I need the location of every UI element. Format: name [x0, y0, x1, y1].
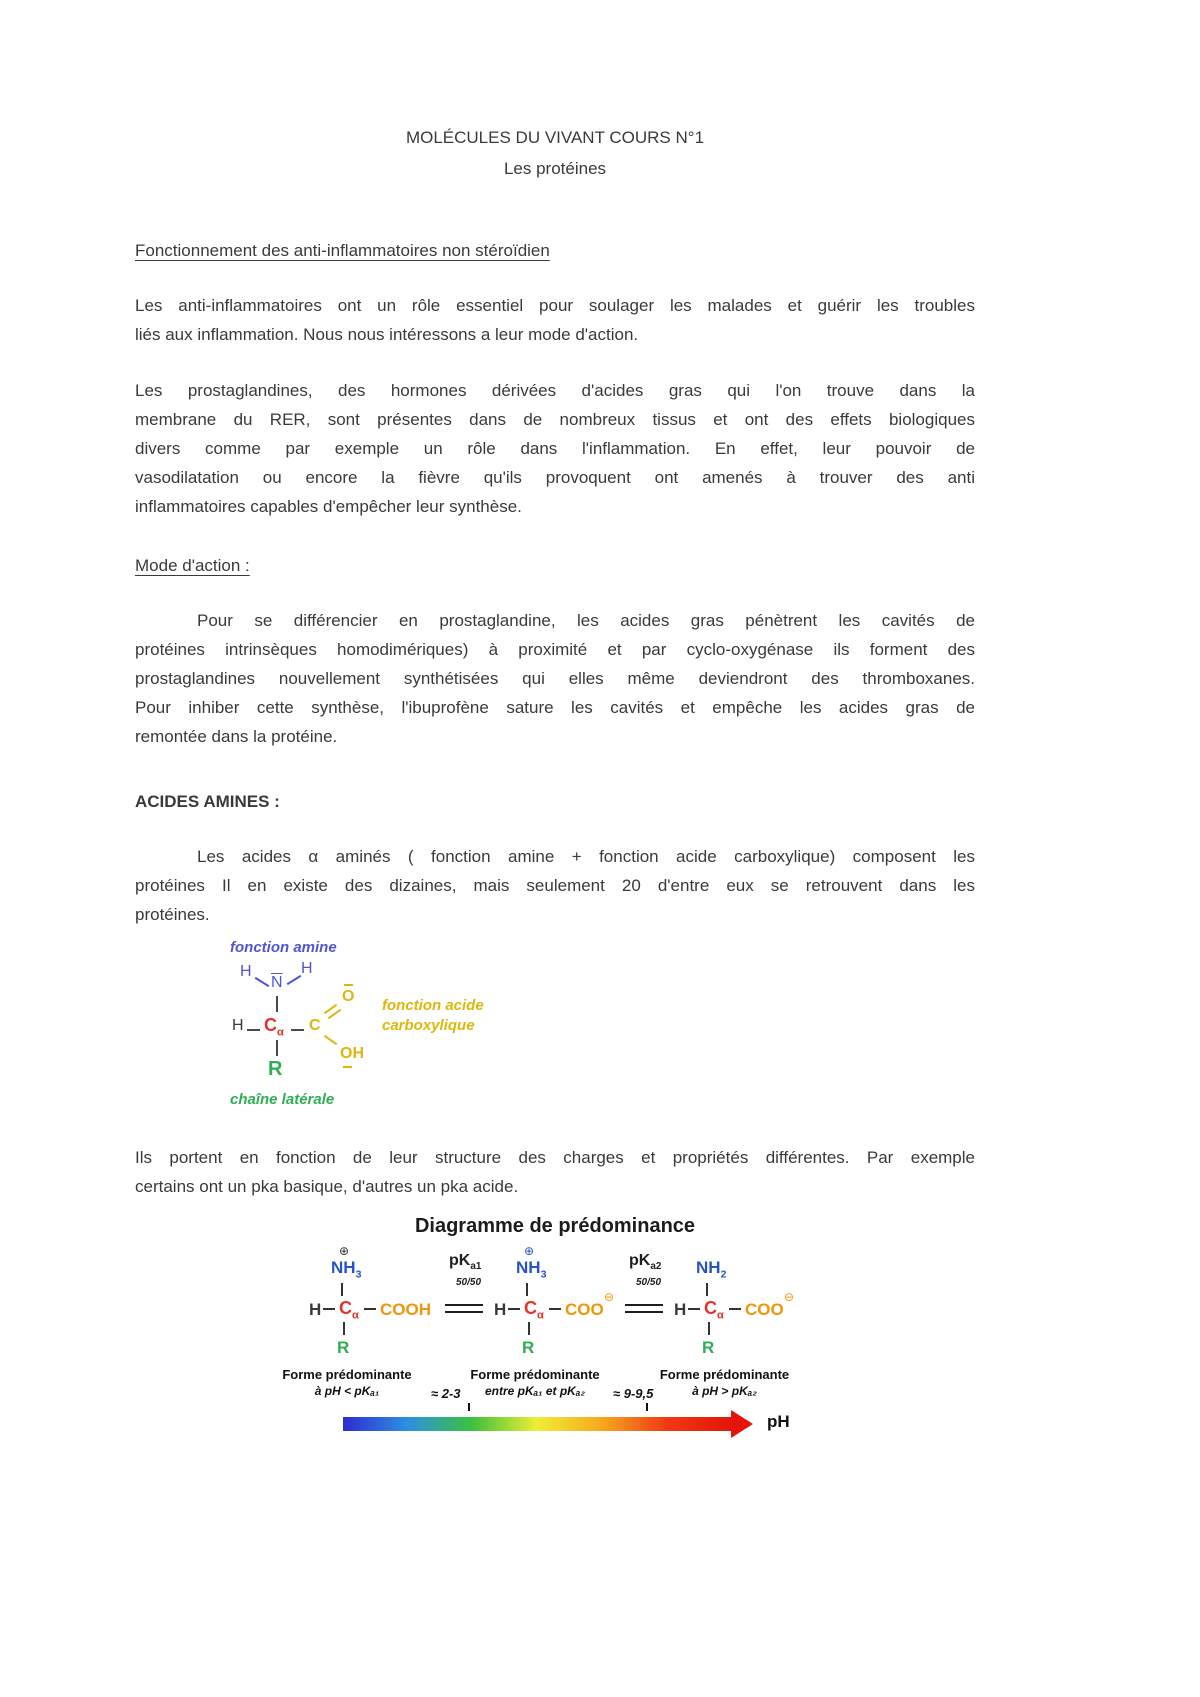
equilibrium-arrow [625, 1304, 663, 1306]
subscript-3: 3 [355, 1268, 362, 1281]
bond [708, 1322, 710, 1335]
bond [341, 1283, 343, 1296]
alpha-carbon-atom [264, 1016, 284, 1039]
carbon-symbol: C [704, 1298, 717, 1318]
ratio-50-50: 50/50 [636, 1277, 662, 1288]
caption-form-1 [263, 1367, 431, 1399]
bond [528, 1322, 530, 1335]
bond [688, 1308, 700, 1310]
paragraph-line: prostaglandines nouvellement synthétisées qui elles même deviendront des thromboxanes. [135, 669, 975, 688]
alpha-subscript: α [717, 1309, 724, 1322]
minus-charge-icon: ⊖ [784, 1290, 795, 1304]
caption-line: entre pKₐ₁ et pKₐ₂ [484, 1384, 586, 1398]
bond [343, 1322, 345, 1335]
paragraph-line: inflammatoires capables d'empêcher leur synthèse. [135, 497, 522, 516]
predominance-diagram [135, 1245, 975, 1445]
minus-charge-icon: ⊖ [604, 1290, 615, 1304]
hydrogen-atom: H [674, 1300, 687, 1319]
carbon-symbol: C [264, 1015, 277, 1035]
carbon-symbol: C [524, 1298, 537, 1318]
plus-charge-icon: ⊕ [524, 1244, 535, 1258]
hydrogen-atom: H [301, 960, 313, 977]
bond [508, 1308, 520, 1310]
bond [324, 1035, 337, 1045]
heading-acides-amines: ACIDES AMINES : [135, 792, 280, 811]
predominance-title: Diagramme de prédominance [414, 1215, 696, 1237]
caption-line: Forme prédominante [470, 1367, 600, 1382]
hydrogen-atom: H [232, 1017, 244, 1034]
bond [276, 996, 278, 1012]
pk-symbol: pK [449, 1252, 471, 1269]
ph-axis-label: pH [767, 1412, 790, 1431]
pk-symbol: pK [629, 1252, 651, 1269]
bond [287, 975, 302, 985]
fonction-amine-label: fonction amine [230, 939, 337, 956]
paragraph-line: Ils portent en fonction de leur structure des charges et propriétés différentes. Par exemple [135, 1148, 975, 1167]
title-line-1: MOLÉCULES DU VIVANT COURS N°1 [405, 128, 705, 147]
bond [526, 1283, 528, 1296]
caption-form-3 [637, 1367, 812, 1399]
bond [364, 1308, 376, 1310]
paragraph-line: Pour inhiber cette synthèse, l'ibuprofène sature les cavités et empêche les acides gras de [135, 698, 975, 717]
paragraph-mode-daction [135, 606, 975, 751]
coo-group: COO [745, 1300, 784, 1319]
paragraph-anti-intro [135, 291, 975, 349]
caption-form-2 [451, 1367, 619, 1399]
pka1-subscript: a1 [470, 1261, 482, 1273]
approx-ph-1: ≈ 2-3 [431, 1386, 461, 1401]
title-line-2: Les protéines [503, 159, 607, 178]
paragraph-line: vasodilatation ou encore la fièvre qu'ils provoquent ont amenés à trouver des anti [135, 468, 975, 487]
ph-axis-tick [646, 1403, 648, 1411]
bond [549, 1308, 561, 1310]
paragraph-line: divers comme par exemple un rôle dans l'inflammation. En effet, leur pouvoir de [135, 439, 975, 458]
ratio-50-50: 50/50 [456, 1277, 482, 1288]
nitrogen-atom: $\overline{N}$ [271, 974, 283, 991]
r-group: R [522, 1338, 535, 1357]
alpha-carbon-atom [704, 1299, 724, 1322]
oxygen-atom: O [342, 988, 355, 1005]
side-chain-r: R [268, 1058, 283, 1080]
bond [729, 1308, 741, 1310]
paragraph-acides-amines [135, 842, 975, 929]
ph-gradient-bar [343, 1417, 731, 1431]
paragraph-line: Les prostaglandines, des hormones dérivées d'acides gras qui l'on trouve dans la [135, 381, 975, 400]
subscript-2: 2 [720, 1268, 727, 1281]
nh3-group [331, 1259, 361, 1280]
bond [247, 1029, 260, 1031]
nh3-group [516, 1259, 546, 1280]
chaine-laterale-label: chaîne latérale [230, 1091, 335, 1108]
nh-symbol: NH [331, 1258, 356, 1277]
hydrogen-atom: H [240, 963, 252, 980]
bond [255, 977, 270, 987]
paragraph-line: Les acides α aminés ( fonction amine + fonction acide carboxylique) composent les [197, 847, 975, 866]
paragraph-line: Les anti-inflammatoires ont un rôle essentiel pour soulager les malades et guérir les troubles [135, 296, 975, 315]
paragraph-line: liés aux inflammation. Nous nous intéressons a leur mode d'action. [135, 325, 639, 344]
bond [291, 1029, 304, 1031]
nh2-group [696, 1259, 726, 1280]
equilibrium-arrow [625, 1311, 663, 1313]
lone-pair-mark [343, 1066, 352, 1068]
equilibrium-arrow [445, 1304, 483, 1306]
paragraph-proprietes [135, 1143, 975, 1201]
pka2-label [629, 1253, 661, 1272]
paragraph-line: protéines intrinsèques homodimériques) à proximité et par cyclo-oxygénase ils forment des [135, 640, 975, 659]
caption-line: Forme prédominante [282, 1367, 412, 1382]
caption-line: à pH > pKₐ₂ [692, 1384, 757, 1398]
caption-line: à pH < pKₐ₁ [314, 1384, 380, 1398]
fonction-acide-label-line1: fonction acide [382, 997, 484, 1014]
pka2-subscript: a2 [650, 1261, 662, 1273]
document-title [135, 122, 975, 184]
bond [276, 1040, 278, 1056]
heading-mode-daction: Mode d'action : [135, 556, 250, 575]
bond [323, 1308, 335, 1310]
carboxyl-carbon-atom: C [309, 1017, 321, 1034]
ph-axis-tick [468, 1403, 470, 1411]
hydrogen-atom: H [309, 1300, 322, 1319]
fonction-acide-label-line2: carboxylique [382, 1017, 475, 1034]
approx-ph-2: ≈ 9-9,5 [613, 1386, 654, 1401]
plus-charge-icon: ⊕ [339, 1244, 350, 1258]
pka1-label [449, 1253, 481, 1272]
paragraph-line: membrane du RER, sont présentes dans de nombreux tissus et ont des effets biologiques [135, 410, 975, 429]
r-group: R [337, 1338, 350, 1357]
cooh-group: COOH [380, 1300, 431, 1319]
nh-symbol: NH [696, 1258, 721, 1277]
heading-anti-inflammatoires: Fonctionnement des anti-inflammatoires non stéroïdien [135, 241, 550, 260]
lone-pair-mark [344, 984, 353, 986]
equilibrium-arrow [445, 1311, 483, 1313]
hydrogen-atom: H [494, 1300, 507, 1319]
r-group: R [702, 1338, 715, 1357]
carbon-symbol: C [339, 1298, 352, 1318]
hydroxyl-group: OH [340, 1045, 364, 1062]
paragraph-line: Pour se différencier en prostaglandine, les acides gras pénètrent les cavités de [197, 611, 975, 630]
coo-group: COO [565, 1300, 604, 1319]
paragraph-line: remontée dans la protéine. [135, 727, 338, 746]
bond [706, 1283, 708, 1296]
alpha-carbon-atom [339, 1299, 359, 1322]
subscript-3: 3 [540, 1268, 547, 1281]
paragraph-prostaglandines [135, 376, 975, 521]
alpha-subscript: α [277, 1026, 284, 1039]
paragraph-line: protéines. [135, 905, 210, 924]
paragraph-line: certains ont un pka basique, d'autres un pka acide. [135, 1177, 519, 1196]
alpha-carbon-atom [524, 1299, 544, 1322]
nh-symbol: NH [516, 1258, 541, 1277]
caption-line: Forme prédominante [659, 1367, 790, 1382]
alpha-subscript: α [537, 1309, 544, 1322]
ph-gradient-arrowhead [731, 1410, 753, 1438]
amino-acid-structure-diagram [230, 939, 690, 1115]
alpha-subscript: α [352, 1309, 359, 1322]
paragraph-line: protéines Il en existe des dizaines, mais seulement 20 d'entre eux se retrouvent dans les [135, 876, 975, 895]
